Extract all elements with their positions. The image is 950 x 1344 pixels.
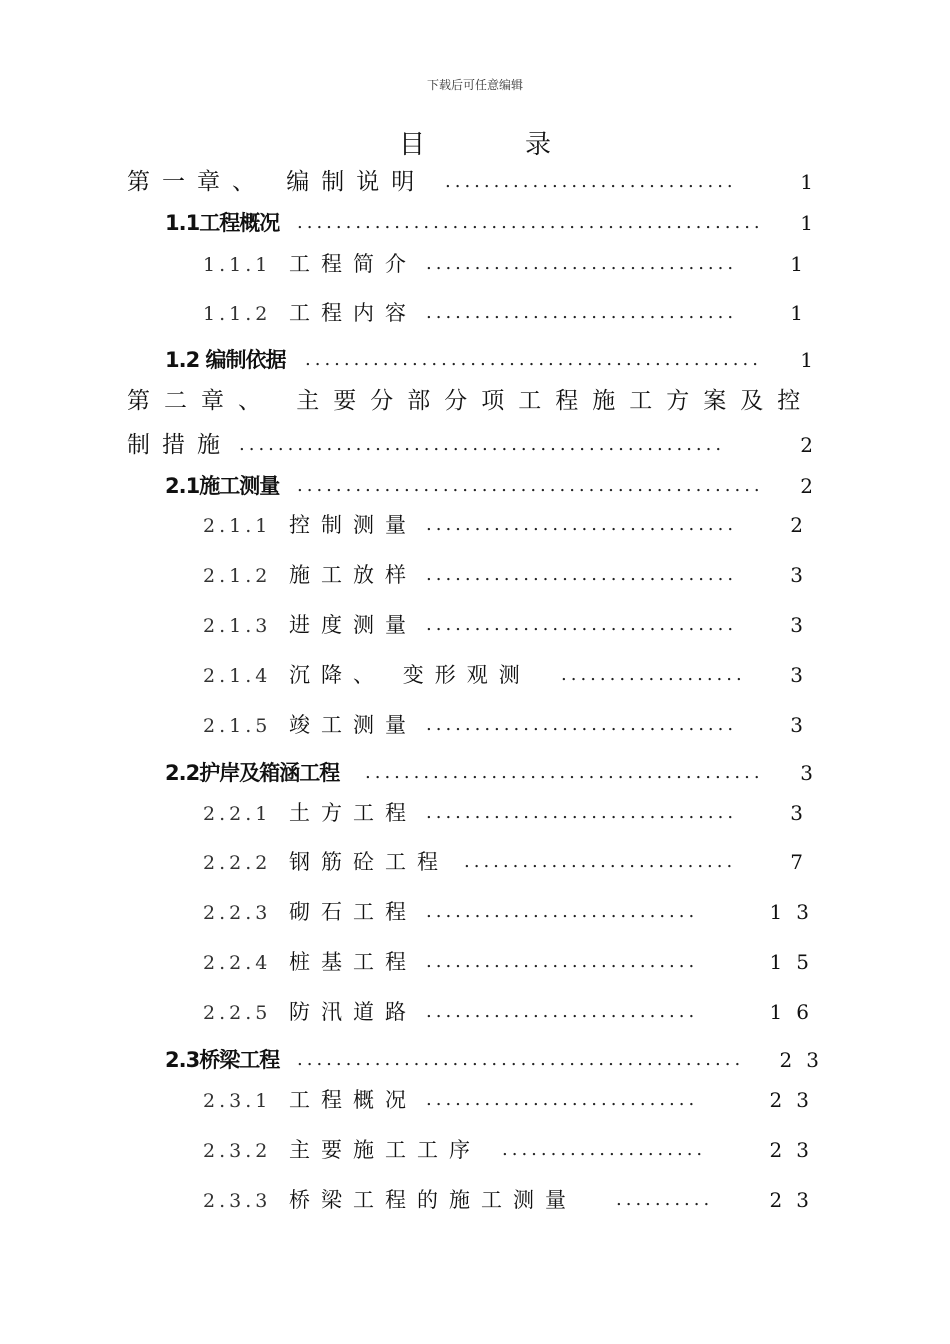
toc-label — [203, 560, 417, 591]
toc-leader: ............................................... — [305, 349, 762, 370]
toc-subsection-1-1-2[interactable] — [203, 298, 823, 328]
toc-number: 2.3.3 — [203, 1190, 272, 1212]
toc-text: 控制测量 — [289, 513, 418, 537]
toc-text: 桩基工程 — [289, 950, 418, 974]
toc-number: 2.2.5 — [203, 1002, 272, 1024]
toc-label: 制措施 — [127, 432, 232, 458]
toc-section-2-3[interactable] — [165, 1045, 833, 1075]
toc-leader: .............................. — [445, 171, 737, 192]
toc-leader: .......... — [616, 1189, 714, 1210]
toc-number: 2.3.2 — [203, 1140, 272, 1162]
toc-leader: ................................ — [426, 802, 738, 823]
toc-page-number: 3 — [790, 663, 817, 687]
toc-page-number: 23 — [769, 1188, 823, 1212]
toc-label — [203, 660, 531, 691]
toc-leader: ................................ — [426, 302, 738, 323]
toc-label — [203, 510, 417, 541]
toc-page-number: 1 — [800, 211, 827, 235]
toc-page-number: 15 — [769, 950, 823, 974]
toc-label — [203, 610, 417, 641]
toc-subsection-2-1-4[interactable] — [203, 660, 823, 690]
toc-subsection-2-3-1[interactable] — [203, 1085, 823, 1115]
toc-label: 1.1工程概况 — [165, 211, 280, 235]
toc-subsection-2-1-2[interactable] — [203, 560, 823, 590]
toc-label: 第一章、 编制说明 — [127, 169, 427, 195]
toc-leader: ..................... — [502, 1139, 707, 1160]
toc-page-number: 1 — [790, 252, 817, 276]
toc-label — [203, 298, 417, 329]
toc-page-number: 23 — [769, 1088, 823, 1112]
toc-page-number: 3 — [790, 613, 817, 637]
toc-subsection-2-3-3[interactable] — [203, 1185, 823, 1215]
toc-chapter-1[interactable] — [127, 167, 827, 197]
toc-label — [203, 897, 417, 928]
toc-text: 进度测量 — [289, 613, 418, 637]
toc-number: 2.3.1 — [203, 1090, 272, 1112]
toc-number: 1.1.2 — [203, 303, 272, 325]
toc-page-number: 16 — [769, 1000, 823, 1024]
toc-label: 2.1施工测量 — [165, 474, 280, 498]
toc-leader: ................................................ — [297, 475, 764, 496]
toc-number: 2.2.3 — [203, 902, 272, 924]
toc-page-number: 23 — [779, 1048, 833, 1072]
toc-number: 2.1.2 — [203, 565, 272, 587]
toc-number: 2.2.4 — [203, 952, 272, 974]
toc-leader: ............................ — [426, 1001, 699, 1022]
toc-leader: ............................ — [426, 951, 699, 972]
toc-leader: ................................................ — [297, 212, 764, 233]
toc-section-1-1[interactable] — [165, 208, 825, 238]
toc-leader: .............................................. — [297, 1049, 745, 1070]
toc-leader: ......................................... — [365, 762, 764, 783]
toc-label — [203, 997, 417, 1028]
toc-label — [203, 947, 417, 978]
toc-page-number: 3 — [790, 563, 817, 587]
toc-number: 2.1.1 — [203, 515, 272, 537]
toc-page-number: 7 — [790, 850, 817, 874]
toc-label: 2.2护岸及箱涵工程 — [165, 761, 340, 785]
toc-text: 砌石工程 — [289, 900, 418, 924]
toc-subsection-2-3-2[interactable] — [203, 1135, 823, 1165]
toc-leader: ................................ — [426, 514, 738, 535]
toc-number: 2.2.2 — [203, 852, 272, 874]
toc-page-number: 13 — [769, 900, 823, 924]
toc-number: 2.1.5 — [203, 715, 272, 737]
toc-leader: ............................ — [426, 901, 699, 922]
toc-leader: ................................ — [426, 253, 738, 274]
toc-page-number: 3 — [790, 801, 817, 825]
toc-text: 工程概况 — [289, 1088, 418, 1112]
toc-label — [203, 249, 417, 280]
toc-label: 2.3桥梁工程 — [165, 1048, 280, 1072]
toc-page-number: 1 — [790, 301, 817, 325]
toc-subsection-2-1-1[interactable] — [203, 510, 823, 540]
toc-leader: ................... — [561, 664, 746, 685]
toc-label — [203, 847, 449, 878]
toc-leader: ............................ — [464, 851, 737, 872]
page-title — [0, 124, 950, 161]
toc-section-1-2[interactable] — [165, 345, 825, 375]
toc-page-number: 23 — [769, 1138, 823, 1162]
toc-label — [203, 1085, 417, 1116]
toc-text: 防汛道路 — [289, 1000, 418, 1024]
toc-subsection-2-2-3[interactable] — [203, 897, 823, 927]
toc-number: 2.1.4 — [203, 665, 272, 687]
toc-label — [203, 710, 417, 741]
toc-text: 沉降、 变形观测 — [289, 663, 531, 687]
toc-page-number: 1 — [800, 170, 827, 194]
toc-leader: .................................................. — [239, 434, 726, 455]
toc-page-number: 1 — [800, 348, 827, 372]
toc-leader: ................................ — [426, 714, 738, 735]
toc-number: 1.1.1 — [203, 254, 272, 276]
toc-page-number: 3 — [800, 761, 827, 785]
toc-text: 主要施工工序 — [289, 1138, 482, 1162]
toc-label — [203, 1135, 481, 1166]
toc-subsection-2-2-1[interactable] — [203, 798, 823, 828]
toc-number: 2.2.1 — [203, 803, 272, 825]
toc-section-2-2[interactable] — [165, 758, 825, 788]
toc-label — [203, 798, 417, 829]
header-note: 下载后可任意编辑 — [426, 78, 523, 92]
toc-leader: ................................ — [426, 564, 738, 585]
toc-text: 工程内容 — [289, 301, 418, 325]
toc-subsection-2-2-4[interactable] — [203, 947, 823, 977]
toc-text: 桥梁工程的施工测量 — [289, 1188, 578, 1212]
toc-leader: ............................ — [426, 1089, 699, 1110]
toc-chapter-2[interactable] — [127, 430, 827, 460]
toc-text: 竣工测量 — [289, 713, 418, 737]
toc-subsection-2-1-5[interactable] — [203, 710, 823, 740]
toc-label — [203, 1185, 577, 1216]
title-left-char: 目 — [398, 130, 425, 160]
toc-text: 土方工程 — [289, 801, 418, 825]
toc-text: 工程简介 — [289, 252, 418, 276]
toc-page-number: 2 — [800, 433, 827, 457]
toc-number: 2.1.3 — [203, 615, 272, 637]
toc-text: 施工放样 — [289, 563, 418, 587]
title-right-char: 录 — [525, 130, 552, 160]
toc-chapter-2-title[interactable]: 第二章、 主要分部分项工程施工方案及控 — [127, 388, 815, 414]
toc-subsection-2-2-2[interactable] — [203, 847, 823, 877]
toc-page-number: 2 — [800, 474, 827, 498]
toc-label: 1.2 编制依据 — [165, 348, 286, 372]
toc-subsection-2-2-5[interactable] — [203, 997, 823, 1027]
toc-text: 钢筋砼工程 — [289, 850, 450, 874]
toc-subsection-1-1-1[interactable] — [203, 249, 823, 279]
toc-page-number: 2 — [790, 513, 817, 537]
toc-section-2-1[interactable] — [165, 471, 825, 501]
toc-leader: ................................ — [426, 614, 738, 635]
toc-subsection-2-1-3[interactable] — [203, 610, 823, 640]
toc-page-number: 3 — [790, 713, 817, 737]
